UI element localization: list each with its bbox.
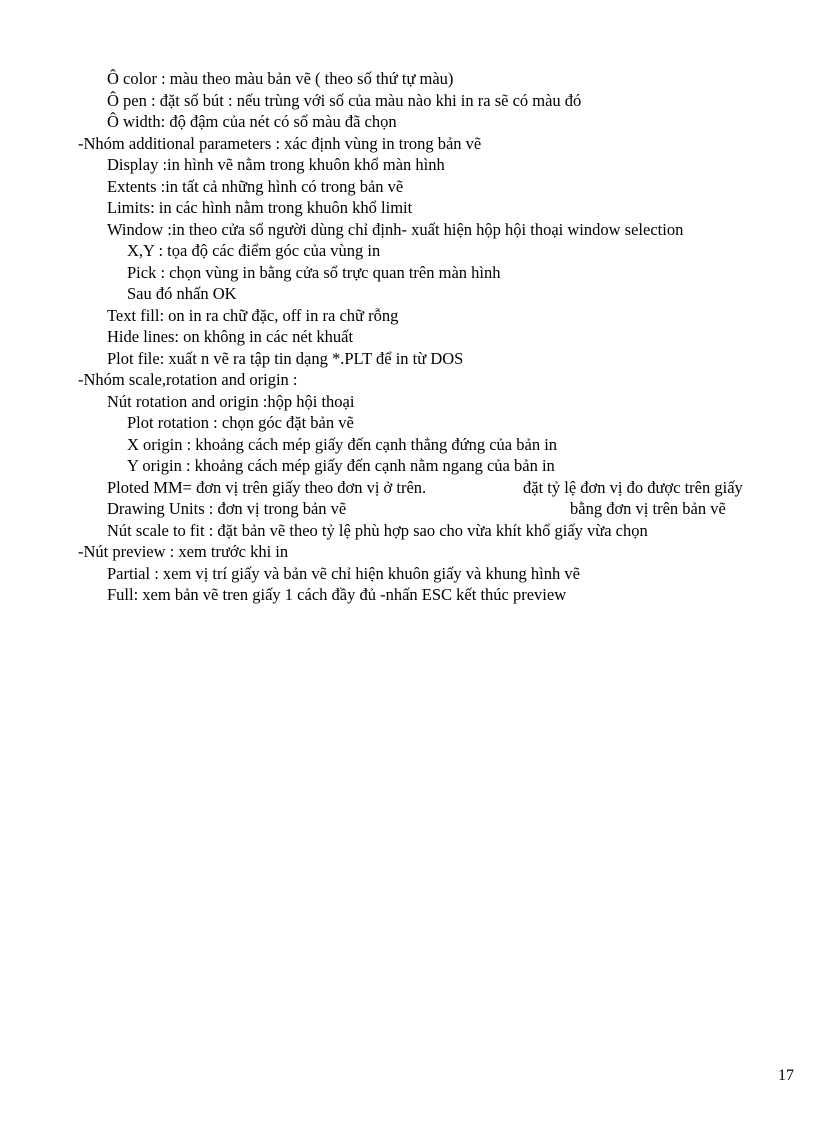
section-heading-text: -Nhóm additional parameters : xác định vùng in trong bản vẽ bbox=[78, 133, 482, 153]
text-line-right-part: đặt tỷ lệ đơn vị đo được trên giấy bbox=[523, 477, 743, 497]
text-line-content: X,Y : tọa độ các điểm góc của vùng in bbox=[127, 241, 381, 260]
section-heading-text: -Nút preview : xem trước khi in bbox=[78, 542, 289, 561]
section-heading bbox=[78, 541, 798, 563]
text-line-content: Sau đó nhấn OK bbox=[127, 284, 237, 303]
text-line-content: Extents :in tất cả những hình có trong bản vẽ bbox=[107, 176, 404, 196]
text-line bbox=[78, 68, 798, 90]
text-line-content: Display :in hình vẽ nằm trong khuôn khổ màn hình bbox=[107, 155, 445, 174]
text-line bbox=[78, 477, 798, 499]
text-line-right-part: bằng đơn vị trên bản vẽ bbox=[570, 499, 726, 518]
text-line-content: Y origin : khoảng cách mép giấy đến cạnh nằm ngang của bản in bbox=[127, 456, 555, 475]
text-line-content: Hide lines: on không in các nét khuất bbox=[107, 327, 354, 346]
text-line-content: Ô width: độ đậm của nét có số màu đã chọn bbox=[107, 112, 397, 131]
text-line-content: Window :in theo cửa sổ người dùng chỉ định- xuất hiện hộp hội thoại window selection bbox=[107, 219, 684, 239]
text-line bbox=[78, 584, 798, 606]
document-body bbox=[78, 68, 798, 606]
text-line bbox=[78, 348, 798, 370]
text-line-content: Drawing Units : đơn vị trong bản vẽ bbox=[107, 499, 347, 518]
text-line-content: Plot file: xuất n vẽ ra tập tin dạng *.PLT để in từ DOS bbox=[107, 348, 464, 368]
text-line bbox=[78, 240, 798, 262]
text-line bbox=[78, 434, 798, 456]
text-line-content: Limits: in các hình nằm trong khuôn khổ limit bbox=[107, 198, 413, 217]
section-heading bbox=[78, 369, 798, 391]
text-line-content: X origin : khoảng cách mép giấy đến cạnh thẳng đứng của bản in bbox=[127, 434, 558, 454]
text-line bbox=[78, 219, 798, 241]
text-line bbox=[78, 283, 798, 305]
text-line bbox=[78, 326, 798, 348]
text-line bbox=[78, 498, 798, 520]
text-line-content: Ploted MM= đơn vị trên giấy theo đơn vị ở trên. bbox=[107, 477, 427, 497]
text-line-content: Nút scale to fit : đặt bản vẽ theo tỷ lệ phù hợp sao cho vừa khít khổ giấy vừa chọn bbox=[107, 520, 648, 540]
text-line bbox=[78, 520, 798, 542]
text-line-content: Ô color : màu theo màu bản vẽ ( theo số thứ tự màu) bbox=[107, 69, 454, 88]
text-line-content: Partial : xem vị trí giấy và bản vẽ chỉ hiện khuôn giấy và khung hình vẽ bbox=[107, 563, 580, 583]
text-line bbox=[78, 197, 798, 219]
text-line-content: Ô pen : đặt số bút : nếu trùng với số của màu nào khi in ra sẽ có màu đó bbox=[107, 90, 582, 110]
section-heading-text: -Nhóm scale,rotation and origin : bbox=[78, 370, 298, 389]
text-line bbox=[78, 455, 798, 477]
text-line bbox=[78, 305, 798, 327]
page-number: 17 bbox=[778, 1067, 794, 1084]
text-line bbox=[78, 412, 798, 434]
text-line bbox=[78, 111, 798, 133]
text-line-content: Full: xem bản vẽ tren giấy 1 cách đầy đủ -nhấn ESC kết thúc preview bbox=[107, 585, 567, 604]
text-line-content: Pick : chọn vùng in bằng cửa sổ trực quan trên màn hình bbox=[127, 262, 501, 282]
text-line-content: Nút rotation and origin :hộp hội thoại bbox=[107, 391, 355, 411]
text-line bbox=[78, 176, 798, 198]
text-line bbox=[78, 90, 798, 112]
text-line bbox=[78, 391, 798, 413]
text-line-content: Plot rotation : chọn góc đặt bản vẽ bbox=[127, 413, 354, 432]
section-heading bbox=[78, 133, 798, 155]
text-line-content: Text fill: on in ra chữ đặc, off in ra chữ rỗng bbox=[107, 305, 399, 325]
text-line bbox=[78, 563, 798, 585]
text-line bbox=[78, 262, 798, 284]
text-line bbox=[78, 154, 798, 176]
